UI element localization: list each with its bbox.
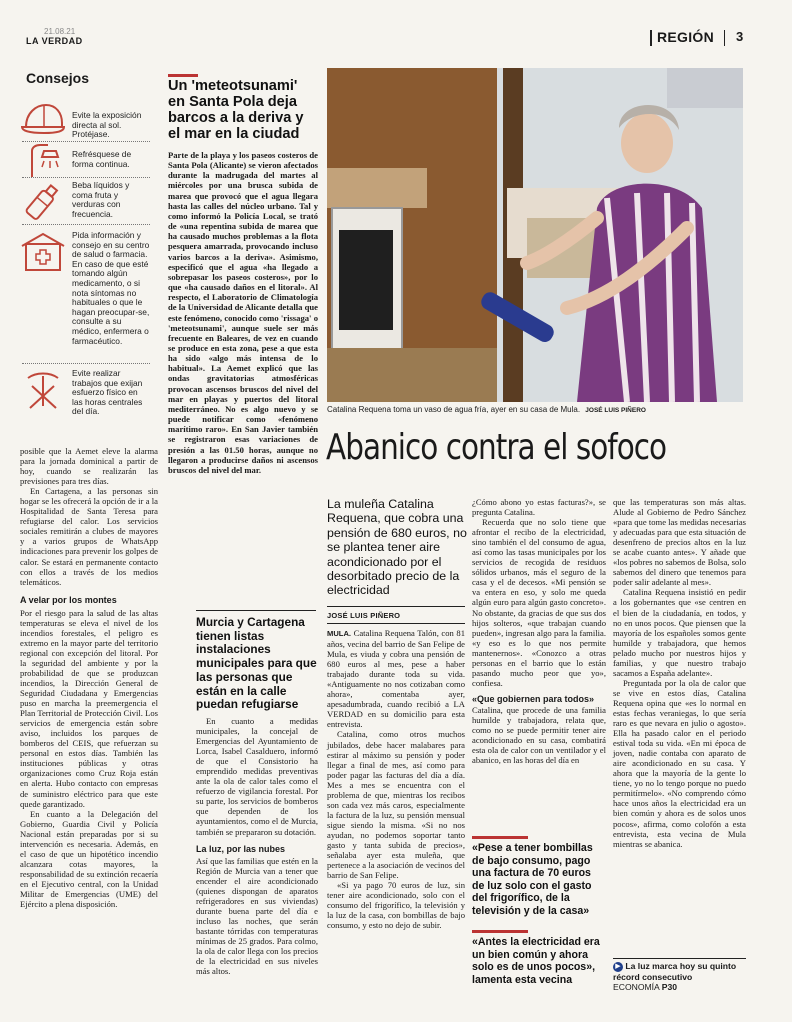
teaser-text: La luz marca hoy su quinto récord consecutivo — [613, 961, 737, 982]
pull-quote-2: «Antes la electricidad era un bien común y ahora solo es de unos pocos», lamenta esta vecina — [472, 936, 600, 986]
page-number: 3 — [736, 29, 744, 44]
main-col1-para-2: Catalina, como otros muchos jubilados, debe hacer malabares para estirar al máximo su pensión y poder llegar a final de mes, así como para poder pagar las facturas del día a día. Mes a mes se encuentra con el problema de que, mientras los recibos son cada vez más caros, especialmente la factura de la luz, su pensión mensual sigue siendo la misma. «Si no nos ayudan, no podemos soportar tanto gasto y tanta subida de precios», señalaba ayer esta muleña, que pertenece a la asociación de vecinos del barrio de San Felipe. — [327, 729, 465, 881]
main-col-2 — [472, 497, 606, 765]
left-column — [20, 446, 158, 909]
header-separator — [650, 30, 652, 46]
main-col2-para-2: Recuerda que no solo tiene que afrontar el recibo de la electricidad, sino también el del consumo de agua, así como las tasas municipales por los servicios de recogida de residuos sólidos urbanos, más el seguro de la casa y el de decesos. «Mi pensión se va entera en eso, y solo me queda algún euro para algún gasto concreto». No obstante, da gracias de que sus dos hijos solteros, «que trabajan cuando pueden», ingresan algo para la familia. «y eso es lo que nos permite mantenernos». «Conozco a otras personas en el barrio que lo están pasando mucho peor que yo», confiesa. — [472, 517, 606, 688]
main-byline: JOSÉ LUIS PIÑERO — [327, 611, 401, 620]
health-center-icon — [18, 232, 68, 274]
tip-text-4: Pida información y consejo en su centro de salud o farmacia. En caso de que esté tomando algún medicamento, o si nota síntomas no habituales o que le hagan preocupar-se, consulte a su médico, enfermera o farmacéutico. — [72, 230, 150, 346]
left-para-2: En Cartagena, a las personas sin hogar se les ofrecerá la opción de ir a la Hospitalidad de Santa Teresa para refugiarse del calor. Los servicios sociales remitirán a clubes de mayores y a varios grupos de WhatsApp indicaciones para prevenir los golpes de calor. Se estará en permanente contacto con ellos a través de los medios telemáticos. — [20, 486, 158, 587]
main-col-3 — [613, 497, 746, 849]
main-lead: La muleña Catalina Requena, que cobra una pensión de 680 euros, no se plantea tener aire acondicionado por el desorbitado precio de la electricidad — [327, 497, 467, 598]
section-name: REGIÓN — [657, 29, 715, 45]
tip-text-5: Evite realizar trabajos que exijan esfuerzo físico en las horas centrales del día. — [72, 368, 143, 417]
santa-pola-top-rule — [168, 74, 198, 77]
tip-text-3: Beba líquidos y coma fruta y verduras con frecuencia. — [72, 180, 130, 219]
santa-pola-body: Parte de la playa y los paseos costeros de Santa Pola (Alicante) se vieron afectados durante la madrugada del martes al miércoles por una brusca subida de marea que provocó que el agua llegara hasta las calles del núcleo urbano. Tal y como informó la Policía Local, se trató de «una repentina subida de marea que ha causado muchos problemas a la flota pesquera amarrada, provocando incluso varios barcos a la deriva». Asimismo, especificó que el agua «ha llegado a sobrepasar los paseos costeros», por lo que «ha causado daños en el litoral». Al respecto, el Laboratorio de Climatología de la Universidad de Alicante detalla que este fenómeno, conocido como 'rissaga' o 'meteotsunami', aunque suele ser más frecuente en Baleares, de vez en cuando se produce en esta zona, pese a que esta ha sido «algo más intensa de lo habitual». La Aemet explicó que las ondas gravitatorias atmosféricas provocan ascensos bruscos del nivel del mar en playas y puertos del litoral mediterráneo. No es algo nuevo y se puede notificar como «fenómeno marítimo raro». En San Javier también se registraron esas variaciones de presión a las 01.50 horas, aunque no llegaron a producirse daños ni ascensos bruscos del nivel del mar. — [168, 150, 318, 475]
tip-text-2: Refrésquese de forma continua. — [72, 149, 132, 169]
main-col3-para-1: que las temperaturas son más altas. Alude al Gobierno de Pedro Sánchez «para que tome las medidas necesarias y adecuadas para que esta situación de desenfreno de precios altos en la luz se acabe cuanto antes». Y añade que «los pobres no sabemos de Bolsa, solo sabemos del dinero que tenemos para poder salir adelante al mes». — [613, 497, 746, 588]
murcia-para-2: Así que las familias que estén en la Región de Murcia van a tener que encender el aire acondicionado (quienes dispongan de aparatos refrigeradores en sus viviendas) durante buena parte del día e incluso las noches, que serán bastante tórridas con temperaturas mínimas de 25 grados. Para colmo, la ola de calor llega con los precios de la electricidad en sus niveles más altos. — [196, 855, 318, 977]
header-date: 21.08.21 — [44, 27, 76, 36]
pickaxe-icon — [18, 368, 68, 410]
tip-divider — [22, 224, 150, 225]
main-col3-para-3: Preguntada por la ola de calor que se vive en estos días, Catalina Requena opina que «es lo normal en estas fechas veraniegas, lo que sería raro es que nevara en julio o agosto». Ella ha pasado calor en el periodo estival toda su vida. «En mi época de joven, nadie contaba con aparato de aire acondicionado en su casa. Y ahora que la mayoría de la gente lo tiene, yo no lo tengo porque no puedo permitírmelo». «No comprendo cómo hace unos años la electricidad era un bien común y ahora es de solos unos pocos», afirma, como colofón a esta entrevista, esta vecina de Mula mientras se abanica. — [613, 677, 746, 849]
byline-rule — [327, 606, 465, 607]
header-separator-2 — [724, 30, 725, 46]
quote2-rule — [472, 930, 528, 933]
photo-credit: JOSÉ LUIS PIÑERO — [585, 407, 646, 414]
murcia-para-1: En cuanto a medidas municipales, la concejal de Emergencias del Ayuntamiento de Lorca, Isabel Casalduero, informó de que el Consistorio ha emprendido medidas preventivas ante la ola de calor tales como el refuerzo de vigilancia forestal. Por su parte, los servicios de bomberos que dependen de los ayuntamientos, como el de Murcia, también se prepararon su dotación. — [196, 716, 318, 837]
photo-caption: Catalina Requena toma un vaso de agua fría, ayer en su casa de Mula. — [327, 405, 581, 414]
dateline: MULA. — [327, 629, 352, 638]
left-para-3: Por el riesgo para la salud de las altas temperaturas se eleva el nivel de los incendios forestales, el peligro es extremo en la mayor parte del territorio regional con excepción del litoral. Por la seguridad del ambiente y por la probabilidad de que se produzcan incendios, la Dirección General de Seguridad Ciudadana y Emergencias puso en marcha la preemergencia el Plan Territorial de Protección Civil. Los servicios de emergencia están sobre aviso, incluidos los parques de bomberos del CEIS, que refuerzan su personal en estos días. También las instituciones públicas y otras organizaciones como Cruz Roja están en alerta. Hubo contacto con empresas de suministro eléctrico para que este quede garantizado. — [20, 607, 158, 809]
main-col3-para-2: Catalina Requena insistió en pedir a los gobernantes que «se centren en el bien de la ciudadanía, en todos, y no en unos pocos. Que piensen que la mayoría de los españoles somos gente humilde y trabajadora, que hemos pelado mucho por nuestros hijos y familias, y que nuestro trabajo sacamos a España adelante». — [613, 587, 746, 678]
murcia-title: Murcia y Cartagena tienen listas instalaciones municipales para que las personas que están en la calle puedan refugiarse — [196, 615, 317, 712]
main-col-1 — [327, 628, 465, 930]
teaser-section: ECONOMÍA — [613, 981, 660, 992]
santa-pola-title: Un 'meteotsunami' en Santa Pola deja barcos a la deriva y el mar en la ciudad — [168, 78, 304, 142]
teaser-page: P30 — [661, 981, 678, 992]
left-para-4: En cuanto a la Delegación del Gobierno, Guardia Civil y Policía Nacional están preparadas por si su intervención es necesaria. Además, en el caso de que un hipotético incendio alcanzara cotas mayores, la responsabilidad de su extinción recaería en el Ejecutivo central, con la Unidad Militar de Emergencias (UME) del Ejército a plena disposición. — [20, 808, 158, 910]
bottle-icon — [18, 180, 68, 222]
main-headline: Abanico contra el sofoco — [326, 427, 667, 468]
murcia-subhead: La luz, por las nubes — [196, 843, 286, 854]
main-col1-para-3: «Si ya pago 70 euros de luz, sin tener aire acondicionado, solo con el consumo del frigorífico, la televisión y la luz de la casa, con bombillas de bajo consumo, y esto no dejo de subir. — [327, 880, 465, 931]
byline-rule-2 — [327, 623, 465, 624]
main-col2-para-3: Catalina, que procede de una familia humilde y trabajadora, relata que, como no se puede permitir tener aire acondicionado en su casa, combatirá esta ola de calor con un ventilador y el abanico, en las horas del día en — [472, 704, 606, 766]
tip-text-1: Evite la exposición directa al sol. Protéjase. — [72, 110, 142, 140]
consejos-title: Consejos — [26, 70, 90, 86]
left-para-1: posible que la Aemet eleve la alarma para la jornada dominical a partir de hoy, cuando se realizarán las previsiones para tres días. — [20, 446, 158, 487]
murcia-body — [196, 716, 318, 976]
pull-quote-1: «Pese a tener bombillas de bajo consumo, pago una factura de 70 euros de luz solo con el gasto del frigorífico, de la televisión y de la casa» — [472, 842, 593, 917]
main-col2-para-1: ¿Cómo abono yo estas facturas?», se pregunta Catalina. — [472, 497, 606, 518]
photo-caption-line — [327, 405, 743, 414]
cap-icon — [18, 99, 68, 141]
tip-divider — [22, 363, 150, 364]
murcia-top-rule — [196, 610, 316, 611]
tip-divider — [22, 177, 150, 178]
photo-catalina — [327, 68, 743, 402]
paper-name: LA VERDAD — [26, 36, 83, 46]
main-col1-para-1: Catalina Requena Talón, con 81 años, vecina del barrio de San Felipe de Mula, es viuda y cobra una pensión de 680 euros al mes, pese a haber trabajado durante toda su vida. «Antiguamente no nos cotizaban como ahora», comentaba ayer, apesadumbrada, cuando recibió a LA VERDAD en su domicilio para esta entrevista. — [327, 628, 465, 730]
left-subhead: A velar por los montes — [20, 594, 117, 605]
teaser-rule — [613, 958, 746, 959]
main-col2-subhead: «Que gobiernen para todos» — [472, 693, 595, 704]
teaser-box[interactable] — [613, 961, 749, 992]
teaser-arrow-icon: ▶ — [613, 962, 623, 972]
quote1-rule — [472, 836, 528, 839]
